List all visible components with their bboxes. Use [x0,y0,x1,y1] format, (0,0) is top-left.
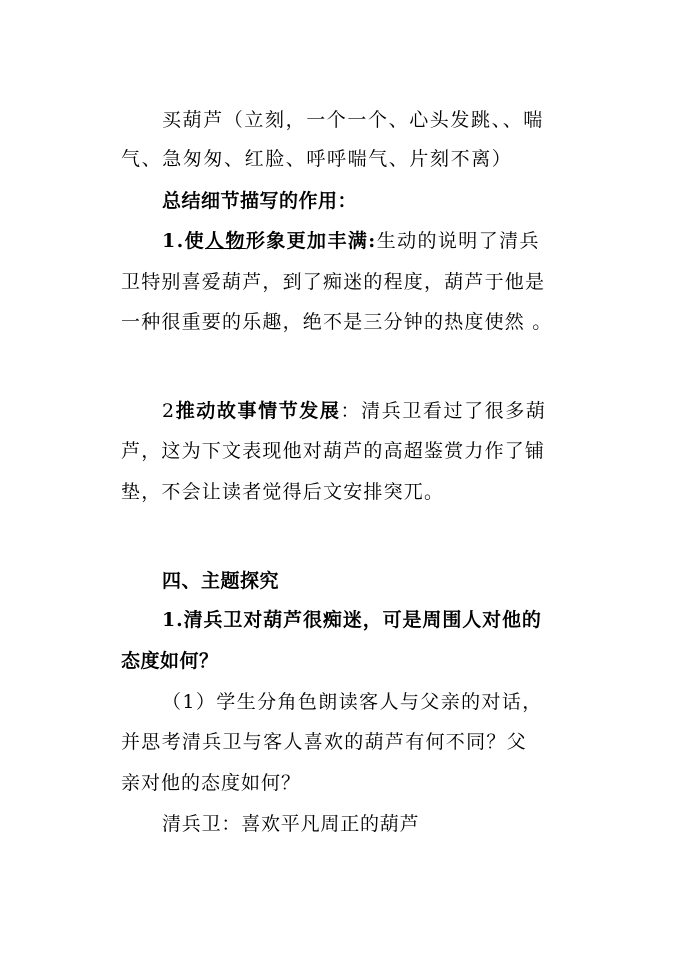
sub-question-line-2: 并思考清兵卫与客人喜欢的葫芦有何不同？父 [121,731,528,753]
point-1-number: 1. [162,230,185,252]
paragraph-line: 气、急匆匆、红脸、呼呼喘气、片刻不离） [121,148,513,170]
point-2-text: ：清兵卫看过了很多葫 [340,400,547,422]
point-1-heading-underlined: 人物 [205,230,246,252]
sub-question-line-3: 亲对他的态度如何？ [121,772,302,794]
section-heading: 总结细节描写的作用： [162,190,358,212]
point-1-line-1 [162,229,684,253]
point-1-line-3: 一种很重要的乐趣，绝不是三分钟的热度使然 。 [121,311,553,333]
answer-line: 清兵卫：喜欢平凡周正的葫芦 [162,813,420,835]
point-1-line-2: 卫特别喜爱葫芦，到了痴迷的程度，葫芦于他是 [121,271,546,293]
point-2-line-2: 芦，这为下文表现他对葫芦的高超鉴赏力作了铺 [121,440,546,462]
point-2-heading: 推动故事情节发展 [175,400,341,422]
question-1-line-2: 态度如何？ [121,650,219,672]
point-1-heading-b: 形象更加丰满 [245,230,369,252]
point-2-line-3: 垫，不会让读者觉得后文安排突兀。 [121,481,445,503]
sub-question-line-1: （1）学生分角色朗读客人与父亲的对话， [162,691,543,713]
section-4-title: 四、主题探究 [162,570,280,592]
point-1-text: 生动的说明了清兵 [376,230,540,252]
point-1-heading-a: 使 [184,230,206,252]
paragraph-line: 买葫芦（立刻，一个一个、心头发跳、、喘 [162,109,544,131]
point-1-colon: : [368,230,377,252]
point-2-number: 2 [162,400,176,422]
question-1-line-1: 1.清兵卫对葫芦很痴迷，可是周围人对他的 [162,609,542,631]
point-2-line-1 [162,399,684,423]
